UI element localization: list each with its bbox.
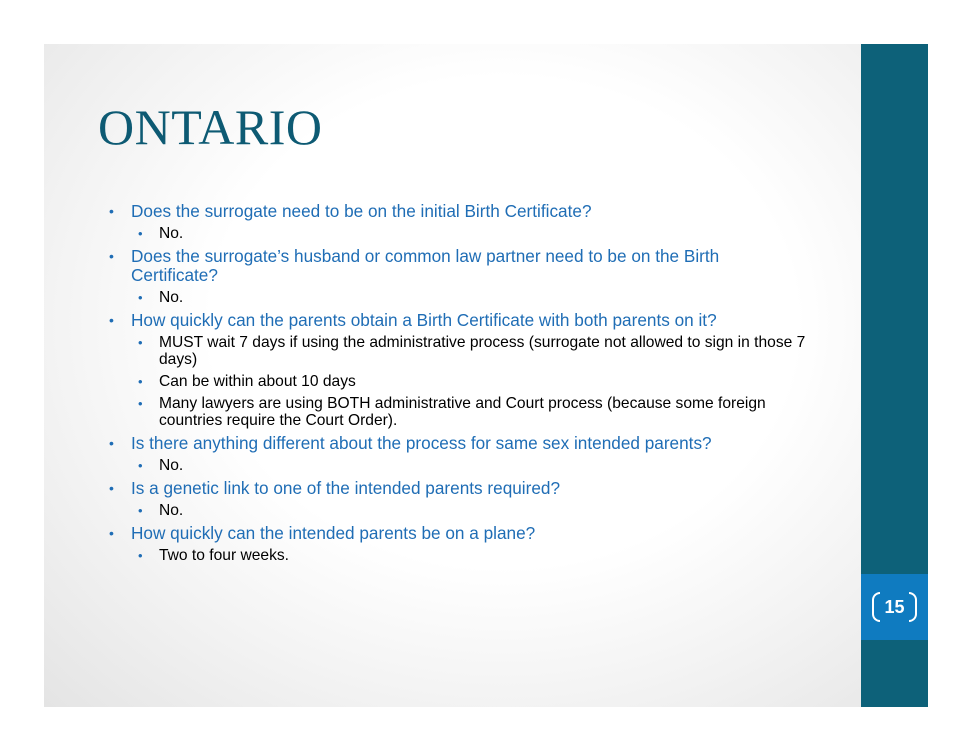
answer-bullet: • Many lawyers are using BOTH administrative and Court process (because some foreign countries require the Court Order).: [106, 395, 806, 429]
page-number: 15: [884, 597, 905, 617]
answer-bullet: • Two to four weeks.: [106, 547, 806, 564]
question-bullet: • Is a genetic link to one of the intended parents required?: [106, 479, 806, 498]
question-bullet: • Does the surrogate’s husband or common law partner need to be on the Birth Certificate?: [106, 247, 806, 285]
slide: [44, 44, 928, 707]
bullet-list: [106, 202, 806, 569]
answer-bullet: • No.: [106, 457, 806, 474]
answer-bullet: • No.: [106, 289, 806, 306]
answer-bullet: • MUST wait 7 days if using the administrative process (surrogate not allowed to sign in those 7 days): [106, 334, 806, 368]
answer-bullet: • Can be within about 10 days: [106, 373, 806, 390]
question-bullet: • How quickly can the intended parents be on a plane?: [106, 524, 806, 543]
slide-title: ONTARIO: [98, 99, 323, 155]
answer-bullet: • No.: [106, 502, 806, 519]
question-bullet: • Is there anything different about the process for same sex intended parents?: [106, 434, 806, 453]
right-bracket-icon: [909, 592, 917, 622]
question-bullet: • How quickly can the parents obtain a Birth Certificate with both parents on it?: [106, 311, 806, 330]
page-number-badge: [861, 574, 928, 640]
answer-bullet: • No.: [106, 225, 806, 242]
question-bullet: • Does the surrogate need to be on the initial Birth Certificate?: [106, 202, 806, 221]
